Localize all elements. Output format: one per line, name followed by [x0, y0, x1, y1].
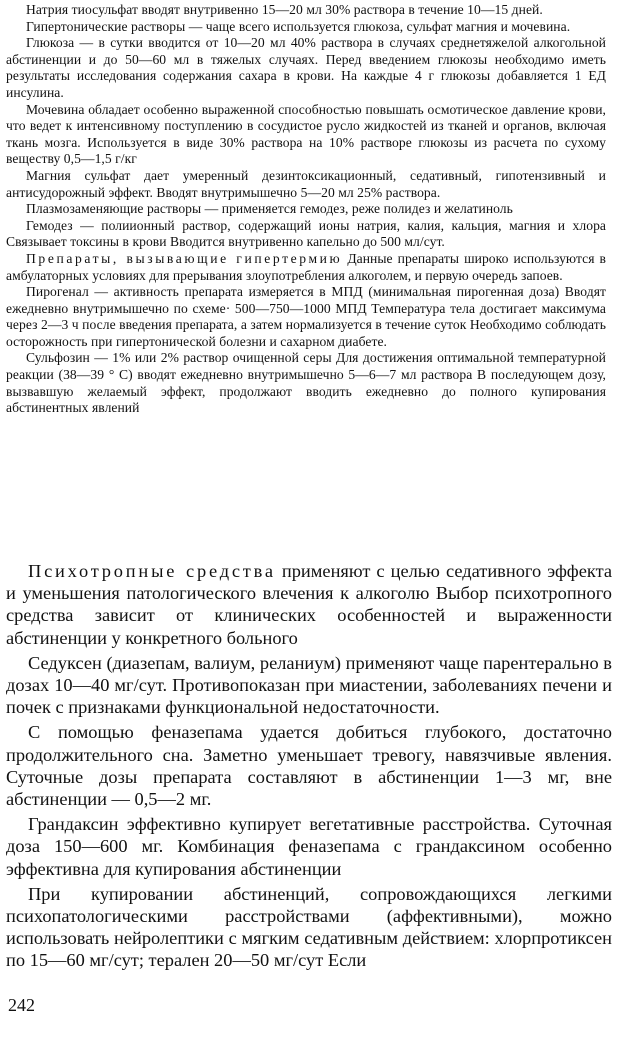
small-print-block [6, 2, 606, 417]
paragraph-plasma-substitutes: Плазмозаменяющие растворы — применяется гемодез, реже полидез и желатиноль [26, 201, 513, 217]
paragraph-seduxen: Седуксен (диазепам, валиум, реланиум) применяют чаще парентерально в дозах 10—40 мг/сут. Противопоказан при миастении, заболеваниях печени и почек с признаками функциональной недостаточности. [6, 652, 612, 718]
paragraph-hypertonic-solutions: Гипертонические растворы — чаще всего используется глюкоза, сульфат магния и мочевина. [26, 18, 571, 34]
paragraph-phenazepam: С помощью феназепама удается добиться глубокого, достаточно продолжительного сна. Заметно уменьшает тревогу, навязчивые явления. Суточные дозы препарата составляют в абстиненции 1—3 мг, вне абстиненции — 0,5—2 мг. [6, 722, 612, 810]
paragraph-glucose: Глюкоза — в сутки вводится от 10—20 мл 40% раствора в случаях среднетяжелой алкогольной абстиненции и до 50—60 мл в тяжелых случаях. Перед введением глюкозы необходимо иметь результаты исследования содержания сахара в крови. На каждые 4 г глюкозы добавляется 1 ЕД инсулина. [6, 35, 606, 100]
paragraph-hyperthermia-drugs: Препараты, вызывающие гипертермию Данные препараты широко используются в амбулаторных условиях для прерывания злоупотребления алкоголем, и первую очередь запоев. [6, 250, 606, 283]
paragraph-sulfozin: Сульфозин — 1% или 2% раствор очищенной серы Для достижения оптимальной температурной реакции (38—39 ° С) вводят ежедневно внутримышечно 5—6—7 мл раствора В последующем дозу, вызвавшую желаемый эффект, продолжают вводить ежедневно до полного купирования абстинентных явлений [6, 350, 606, 416]
paragraph-grandaxin: Грандаксин эффективно купирует вегетативные расстройства. Суточная доза 150—600 мг. Комбинация феназепама с грандаксином особенно эффективна для купирования абстиненции [6, 814, 612, 879]
paragraph-neuroleptics: При купировании абстиненций, сопровождающихся легкими психопатологическими расстройствами (аффективными), можно использовать нейролептики с мягким седативным действием: хлорпротиксен по 15—60 мг/сут; терален 20—50 мг/сут Если [6, 883, 612, 971]
paragraph-pyrogenal: Пирогенал — активность препарата измеряется в МПД (минимальная пирогенная доза) Вводят ежедневно внутримышечно по схеме· 500—750—1000 МПД Температура тела достигает максимума через 2—3 ч после введения препарата, а затем нормализуется в течение суток Необходимо соблюдать осторожность при гипертонической болезни и сахарном диабете. [6, 284, 606, 349]
page-number: 242 [8, 995, 35, 1015]
paragraph-magnesium-sulfate: Магния сульфат дает умеренный дезинтоксикационный, седативный, гипотензивный и антисудорожный эффект. Вводят внутримышечно 5—20 мл 25% раствора. [6, 167, 606, 200]
spaced-heading: Психотропные средства [28, 561, 276, 581]
paragraph-hemodez: Гемодез — полиионный раствор, содержащий ионы натрия, калия, кальция, магния и хлора Связывает токсины в крови Вводится внутривенно капельно до 500 мл/сут. [6, 217, 606, 250]
paragraph-urea: Мочевина обладает особенно выраженной способностью повышать осмотическое давление крови, что ведет к интенсивному поступлению в сосудистое русло жидкостей из тканей и органов, включая ткань мозга. Используется в виде 30% раствора на 10% растворе глюкозы из расчета по сухому веществу 0,5—1,5 г/кг [6, 101, 606, 167]
paragraph-sodium-thiosulfate: Натрия тиосульфат вводят внутривенно 15—20 мл 30% раствора в течение 10—15 дней. [26, 2, 543, 17]
spaced-heading: Препараты, вызывающие гипертермию [26, 250, 343, 266]
paragraph-psychotropic: Психотропные средства применяют с целью седативного эффекта и уменьшения патологического влечения к алкоголю Выбор психотропного средства зависит от клинических особенностей и выраженности абстиненции у конкретного больного [6, 561, 612, 648]
main-text-block [6, 560, 612, 975]
